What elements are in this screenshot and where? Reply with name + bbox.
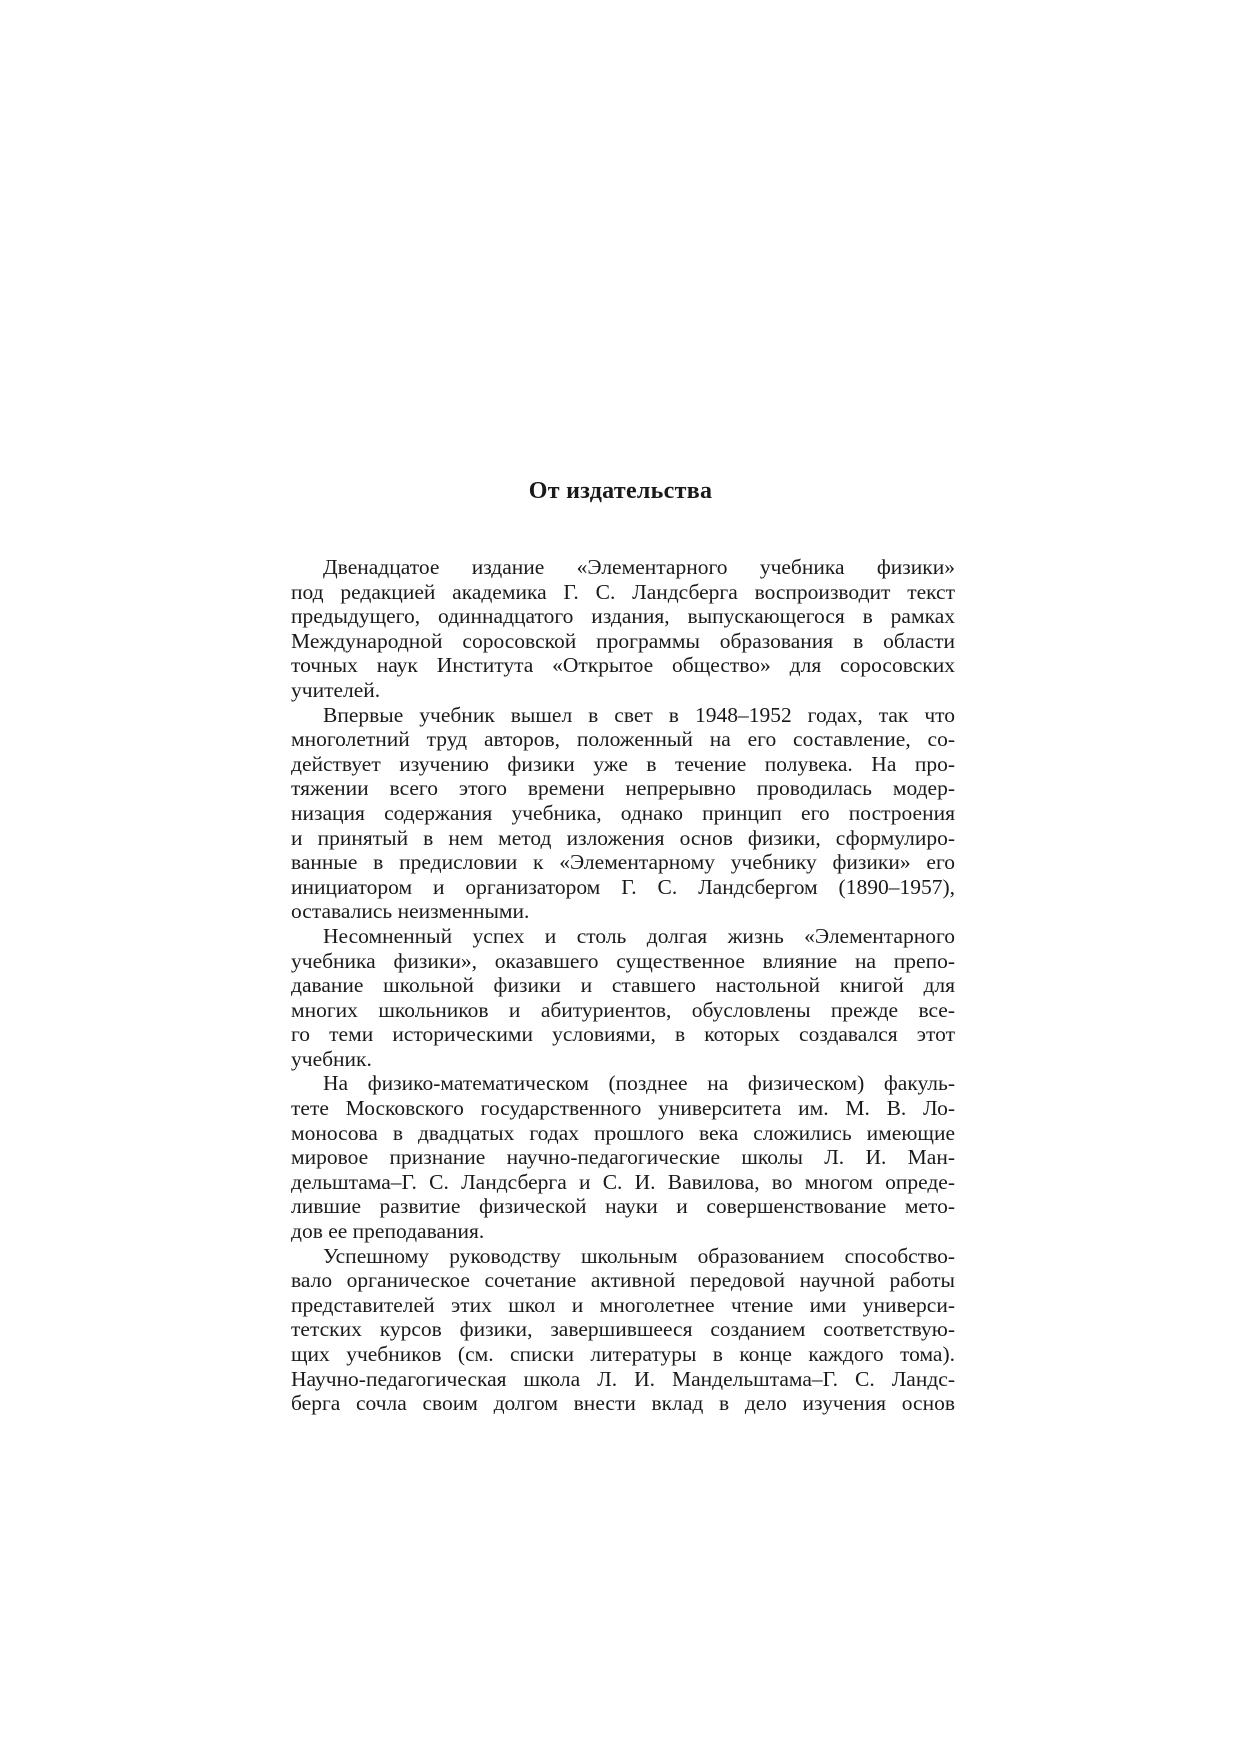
text-line: тяжении всего этого времени непрерывно проводилась модер- bbox=[291, 776, 955, 801]
text-line: тете Московского государственного университета им. М. В. Ло- bbox=[291, 1096, 955, 1121]
text-line: предыдущего, одиннадцатого издания, выпускающегося в рамках bbox=[291, 604, 955, 629]
page-title: От издательства bbox=[528, 478, 713, 504]
text-line: На физико-математическом (позднее на физическом) факуль- bbox=[323, 1071, 955, 1096]
body-text bbox=[291, 555, 955, 1416]
text-line: моносова в двадцатых годах прошлого века сложились имеющие bbox=[291, 1120, 955, 1145]
paragraph bbox=[291, 924, 955, 1072]
text-line: Впервые учебник вышел в свет в 1948–1952 годах, так что bbox=[323, 702, 955, 727]
text-line: низация содержания учебника, однако принцип его построения bbox=[291, 800, 955, 825]
text-line: Двенадцатое издание «Элементарного учебника физики» bbox=[323, 555, 955, 579]
text-line: действует изучению физики уже в течение полувека. На про- bbox=[291, 751, 955, 776]
text-line: Несомненный успех и столь долгая жизнь «Элементарного bbox=[323, 923, 955, 948]
paragraph bbox=[291, 1071, 955, 1243]
text-line: учителей. bbox=[291, 677, 381, 702]
text-line: многих школьников и абитуриентов, обусловлены прежде все- bbox=[291, 997, 955, 1022]
text-line: мировое признание научно-педагогические школы Л. И. Ман- bbox=[291, 1145, 955, 1170]
text-line: и принятый в нем метод изложения основ физики, сформулиро- bbox=[291, 825, 955, 850]
text-line: вало органическое сочетание активной передовой научной работы bbox=[291, 1268, 955, 1293]
text-line: учебника физики», оказавшего существенное влияние на препо- bbox=[291, 948, 955, 973]
paragraph bbox=[291, 1244, 955, 1416]
text-line: инициатором и организатором Г. С. Ландсбергом (1890–1957), bbox=[291, 874, 955, 899]
text-line: дов ее преподавания. bbox=[291, 1219, 485, 1244]
text-line: Научно-педагогическая школа Л. И. Мандельштама–Г. С. Ландс- bbox=[291, 1366, 955, 1391]
text-line: под редакцией академика Г. С. Ландсберга воспроизводит текст bbox=[291, 579, 955, 604]
paragraph bbox=[291, 703, 955, 924]
text-line: го теми историческими условиями, в которых создавался этот bbox=[291, 1022, 955, 1047]
text-line: многолетний труд авторов, положенный на его составление, со- bbox=[291, 727, 955, 752]
text-line: щих учебников (см. списки литературы в конце каждого тома). bbox=[291, 1342, 955, 1366]
text-line: лившие развитие физической науки и совершенствование мето- bbox=[291, 1194, 955, 1219]
text-line: ванные в предисловии к «Элементарному учебнику физики» его bbox=[291, 850, 955, 875]
text-line: Международной соросовской программы образования в области bbox=[291, 628, 955, 653]
text-line: дельштама–Г. С. Ландсберга и С. И. Вавилова, во многом опреде- bbox=[291, 1169, 955, 1194]
text-line: оставались неизменными. bbox=[291, 899, 530, 924]
text-line: Успешному руководству школьным образованием способство- bbox=[323, 1243, 955, 1268]
paragraph bbox=[291, 555, 955, 703]
text-line: учебник. bbox=[291, 1046, 372, 1071]
text-line: представителей этих школ и многолетнее чтение ими универси- bbox=[291, 1292, 955, 1317]
text-line: берга сочла своим долгом внести вклад в дело изучения основ bbox=[291, 1391, 955, 1416]
text-line: точных наук Института «Открытое общество» для соросовских bbox=[291, 653, 955, 678]
text-line: тетских курсов физики, завершившееся созданием соответствую- bbox=[291, 1317, 955, 1342]
text-line: давание школьной физики и ставшего настольной книгой для bbox=[291, 973, 955, 998]
